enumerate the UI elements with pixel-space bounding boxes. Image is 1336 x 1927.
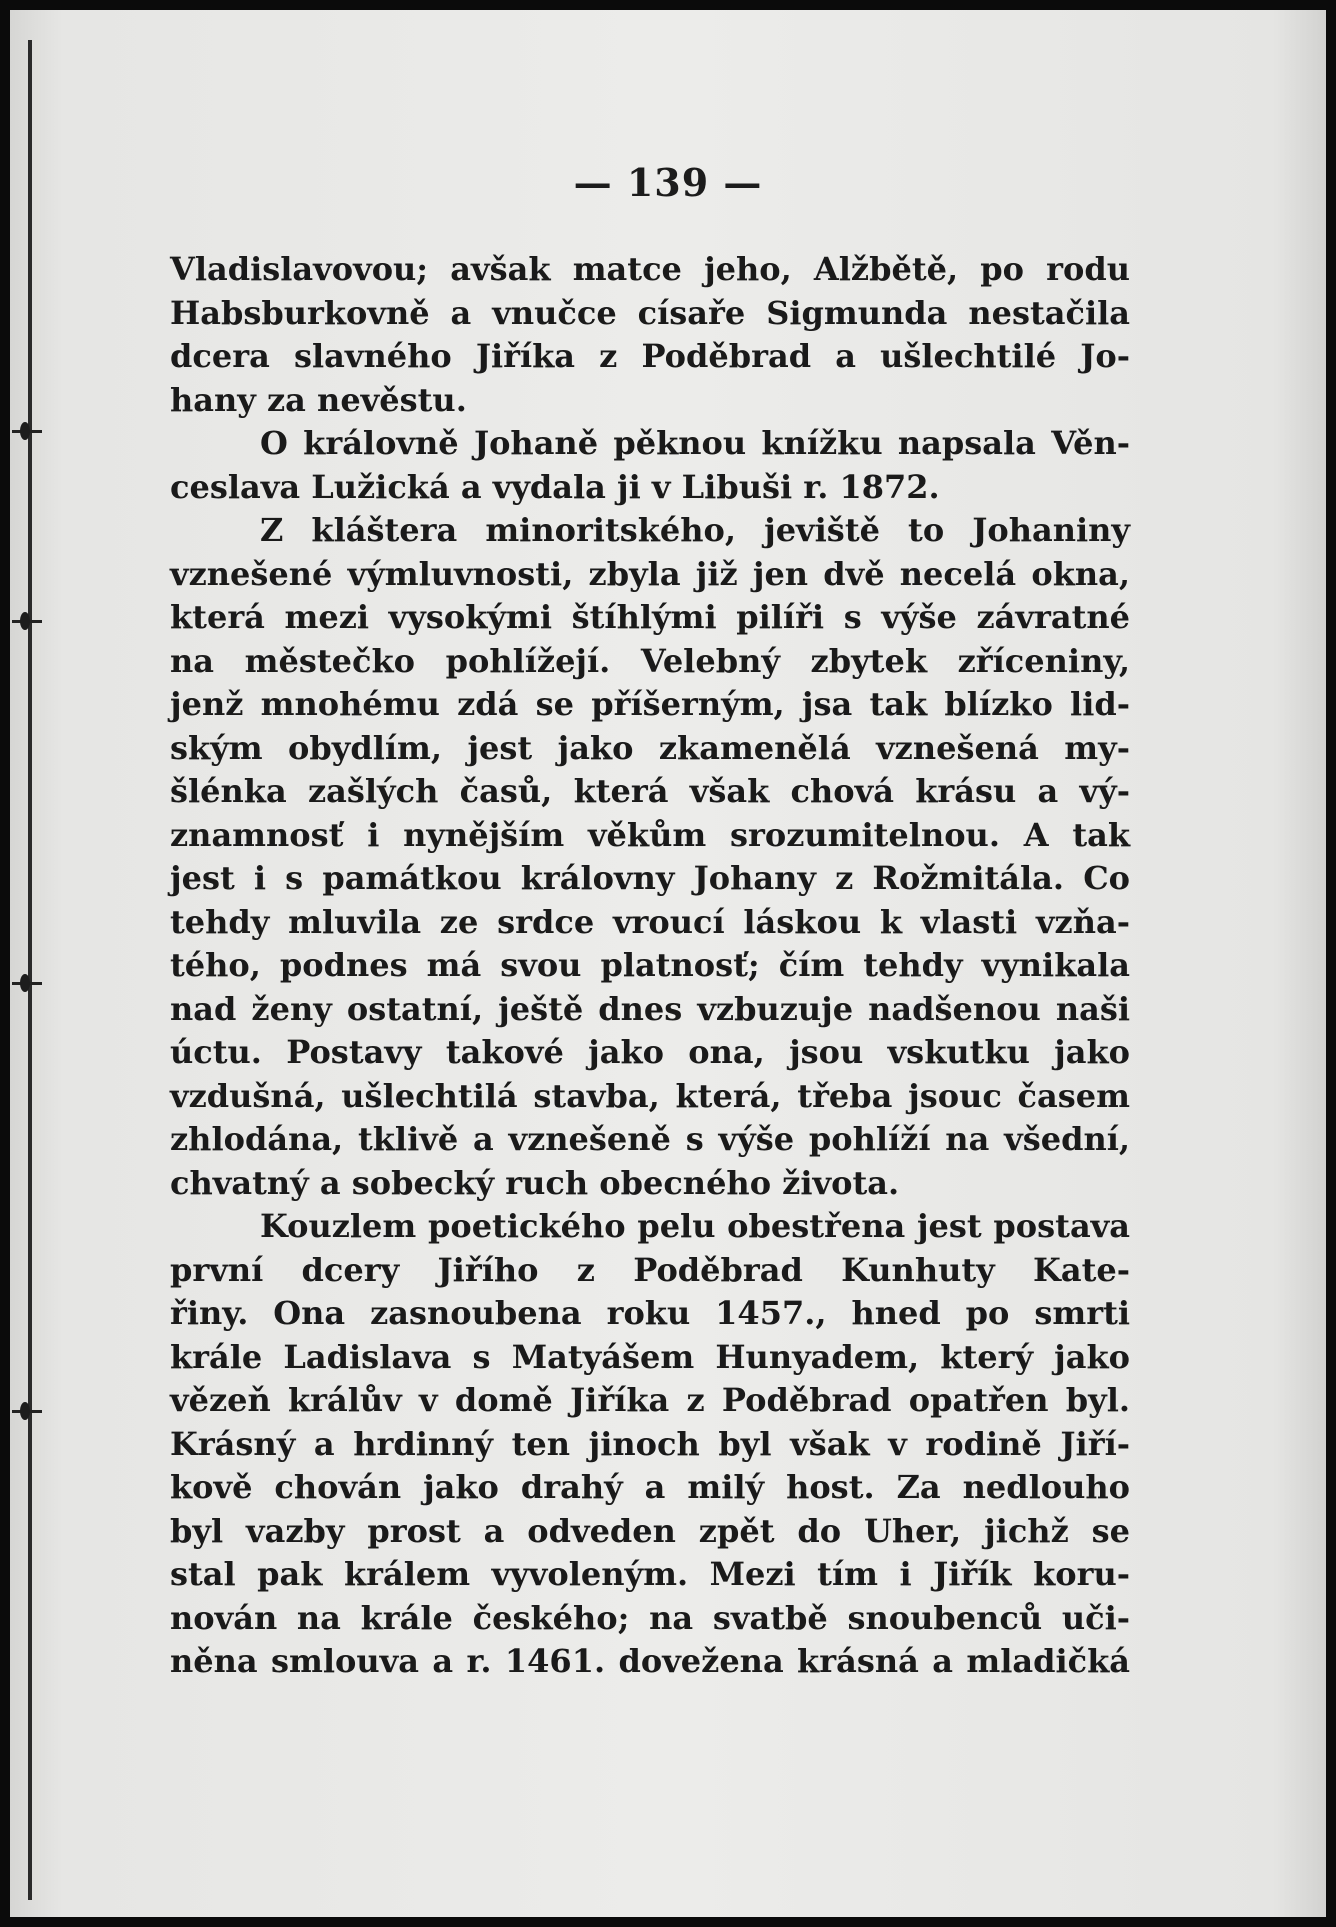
text-line: tehdy mluvila ze srdce vroucí láskou k vlasti vzňa- — [170, 902, 1130, 941]
text-line: Kouzlem poetického pelu obestřena jest postava — [260, 1207, 1130, 1245]
text-line: jenž mnohému zdá se příšerným, jsa tak blízko lid- — [170, 685, 1130, 723]
text-line: úctu. Postavy takové jako ona, jsou vskutku jako — [170, 1033, 1130, 1071]
text-line: Habsburkovně a vnučce císaře Sigmunda nestačila — [170, 293, 1130, 332]
text-line: jest i s památkou královny Johany z Rožmitála. Co — [170, 859, 1130, 897]
text-line: tého, podnes má svou platnosť; čím tehdy vynikala — [170, 946, 1130, 984]
text-line: která mezi vysokými štíhlými pilíři s výše závratné — [170, 598, 1130, 636]
binding-mark — [12, 982, 42, 985]
page-number: — 139 — — [573, 160, 763, 205]
text-line: hany za nevěstu. — [170, 380, 467, 419]
text-line: řiny. Ona zasnoubena roku 1457., hned po smrti — [170, 1294, 1130, 1332]
text-line: něna smlouva a r. 1461. dovežena krásná a mladičká — [170, 1642, 1130, 1680]
text-line: na městečko pohlížejí. Velebný zbytek zříceniny, — [170, 641, 1130, 680]
body-text — [170, 248, 1130, 1684]
binding-mark — [12, 430, 42, 433]
binding-mark — [12, 1410, 42, 1413]
text-line: vzdušná, ušlechtilá stavba, která, třeba jsouc časem — [170, 1076, 1130, 1115]
text-line: zhlodána, tklivě a vznešeně s výše pohlíží na všední, — [170, 1120, 1130, 1158]
binding-edge — [28, 40, 32, 1900]
text-line: nad ženy ostatní, ještě dnes vzbuzuje nadšenou naši — [170, 989, 1130, 1028]
text-line: byl vazby prost a odveden zpět do Uher, jichž se — [170, 1511, 1130, 1550]
text-line: znamnosť i nynějším věkům srozumitelnou. A tak — [170, 815, 1130, 854]
text-line: šlénka zašlých časů, která však chová krásu a vý- — [170, 772, 1130, 810]
text-line: první dcery Jiřího z Poděbrad Kunhuty Kate- — [170, 1250, 1130, 1289]
text-line: krále Ladislava s Matyášem Hunyadem, který jako — [170, 1337, 1130, 1376]
text-line: stal pak králem vyvoleným. Mezi tím i Jiřík koru- — [170, 1555, 1130, 1593]
text-line: Krásný a hrdinný ten jinoch byl však v rodině Jiří- — [170, 1424, 1130, 1463]
text-line: Vladislavovou; avšak matce jeho, Alžbětě, po rodu — [170, 250, 1130, 288]
text-line: vězeň králův v domě Jiříka z Poděbrad opatřen byl. — [170, 1381, 1130, 1419]
scanned-page — [10, 10, 1326, 1917]
text-line: ceslava Lužická a vydala ji v Libuši r. 1872. — [170, 467, 940, 506]
binding-mark — [12, 620, 42, 623]
text-line: ským obydlím, jest jako zkamenělá vznešená my- — [170, 728, 1130, 767]
text-line: vznešené výmluvnosti, zbyla již jen dvě necelá okna, — [170, 554, 1130, 593]
text-line: kově chován jako drahý a milý host. Za nedlouho — [170, 1468, 1130, 1506]
text-line: chvatný a sobecký ruch obecného života. — [170, 1163, 900, 1202]
text-line: O královně Johaně pěknou knížku napsala Věn- — [260, 424, 1130, 462]
text-line: Z kláštera minoritského, jeviště to Johaniny — [260, 511, 1130, 549]
text-line: nován na krále českého; na svatbě snoubenců uči- — [170, 1598, 1130, 1637]
text-line: dcera slavného Jiříka z Poděbrad a ušlechtilé Jo- — [170, 337, 1130, 375]
